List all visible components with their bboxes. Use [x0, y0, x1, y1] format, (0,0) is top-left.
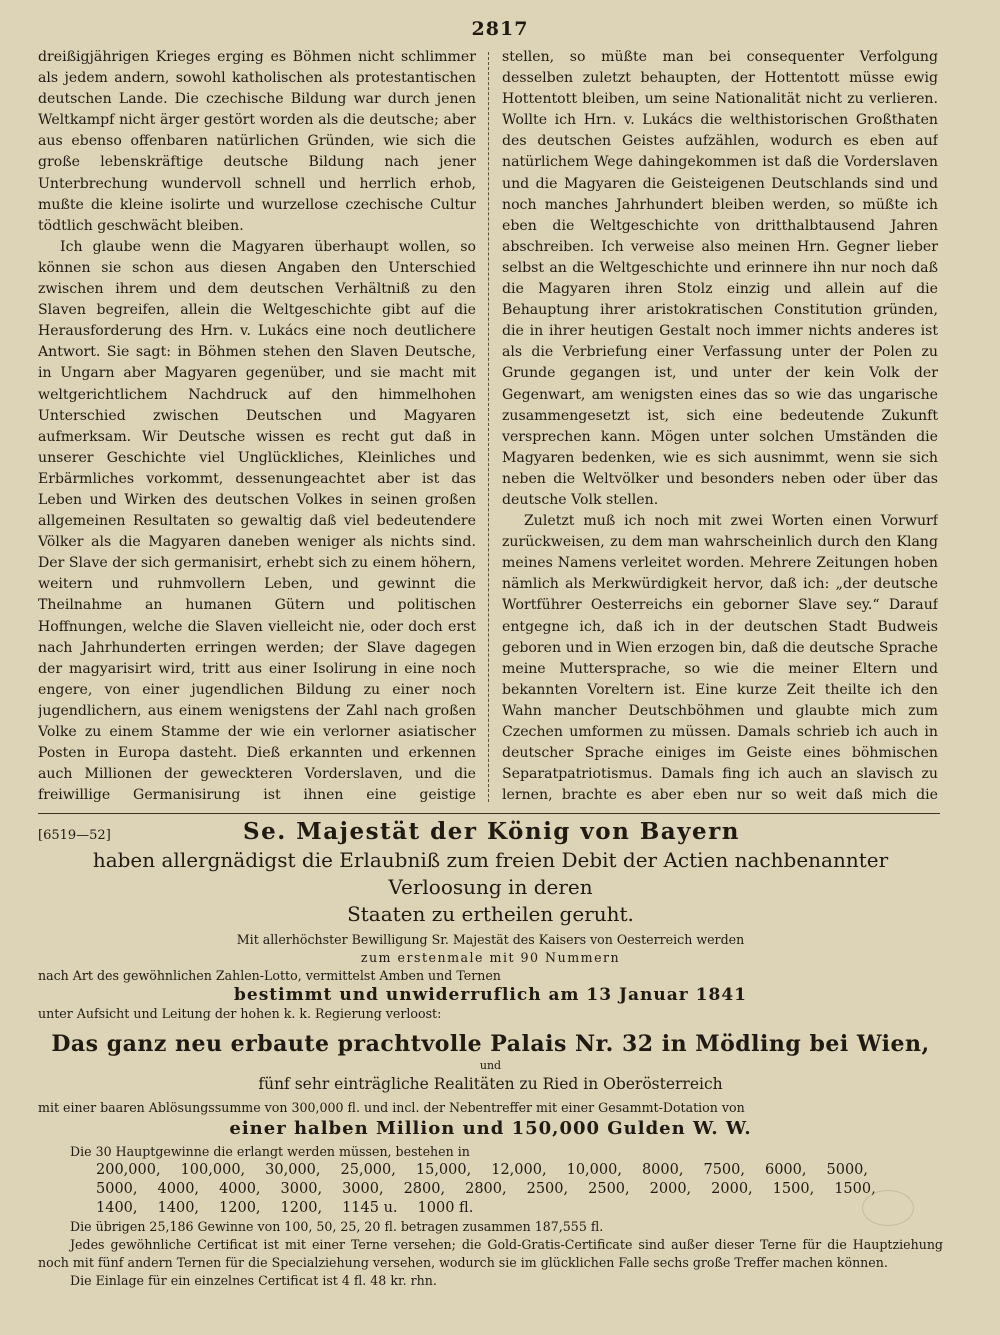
left-paragraph-1: dreißigjährigen Krieges erging es Böhmen nicht schlimmer als jedem andern, sowohl katholischen als protestantischen deutschen Lande. Die czechische Bildung war durch jenen Weltkampf nicht ärger gestört worden als die deutsche; aber aus ebenso offenbaren natürlichen Gründen, wie sich die große lebenskräftige deutsche Bildung nach jener Unterbrechung wundervoll schnell und herrlich erhob, mußte die kleine isolirte und wurzellose czechische Cultur tödtlich geschwächt bleiben.	[38, 49, 476, 234]
prize-amount: 1400,	[96, 1200, 138, 1216]
prize-amount: 3000,	[342, 1181, 384, 1197]
ad-line-permission: haben allergnädigst die Erlaubniß zum freien Debit der Actien nachbenannter Verloosung in deren	[92, 848, 889, 899]
ad-line-numbers: zum erstenmale mit 90 Nummern	[360, 950, 621, 965]
prize-amount: 1500,	[772, 1181, 815, 1197]
right-paragraph-2: Zuletzt muß ich noch mit zwei Worten einen Vorwurf zurückweisen, zu dem man wahrscheinlich durch den Klang meines Namens verleitet worden. Mehrere Zeitungen hoben nämlich als Merkwürdigkeit hervor, daß ich: „der deutsche Wortführer Oesterreichs ein geborner Slave sey.“ Darauf entgegne ich, daß ich in der deutschen Stadt Budweis geboren und in Wien erzogen bin, daß die deutsche Sprache meine Muttersprache, so wie die meiner Eltern und bekannten Voreltern ist. Eine kurze Zeit theilte ich den Wahn mancher Deutschböhmen und glaubte mich zum Czechen umformen zu müssen. Damals schrieb ich auch in deutscher Sprache einiges im Geiste eines böhmischen Separatpatriotismus. Damals fing ich auch an slavisch zu lernen, brachte es aber eben nur so weit daß mich die	[502, 513, 938, 804]
prize-amount: 2800,	[465, 1181, 507, 1197]
ad-total-dotation: einer halben Million und 150,000 Gulden W. W.	[229, 1118, 752, 1139]
prize-amount: 1500,	[834, 1181, 876, 1197]
prize-amount: 100,000,	[180, 1162, 246, 1178]
ad-und: und	[479, 1059, 502, 1072]
prize-amount: 2500,	[526, 1181, 569, 1197]
prize-amount: 8000,	[641, 1162, 684, 1178]
library-stamp-mark	[862, 1190, 914, 1226]
ad-line-approval: Mit allerhöchster Bewilligung Sr. Majestät des Kaisers von Oesterreich werden	[236, 932, 745, 947]
prize-amount: 2500,	[588, 1181, 630, 1197]
ad-palais: Das ganz neu erbaute prachtvolle Palais Nr. 32 in Mödling bei Wien,	[51, 1031, 930, 1057]
prize-amount: 4000,	[219, 1181, 261, 1197]
ad-heading: Se. Majestät der König von Bayern	[243, 818, 741, 845]
prize-amount: 2800,	[403, 1181, 446, 1197]
prize-amount: 3000,	[280, 1181, 323, 1197]
ad-main-prizes-intro: Die 30 Hauptgewinne die erlangt werden müssen, bestehen in	[70, 1144, 470, 1159]
ad-header	[38, 818, 943, 845]
prize-amount: 10,000,	[566, 1162, 622, 1178]
ad-line-lotto: nach Art des gewöhnlichen Zahlen-Lotto, vermittelst Amben und Ternen	[38, 968, 501, 983]
prize-list	[38, 1161, 936, 1218]
ad-code: [6519—52]	[38, 828, 111, 843]
prize-amount: 30,000,	[265, 1162, 321, 1178]
prize-amount: 12,000,	[491, 1162, 547, 1178]
prize-amount: 5000,	[96, 1181, 138, 1197]
ad-line-granted: Staaten zu ertheilen geruht.	[347, 902, 634, 926]
left-column	[38, 47, 476, 807]
prize-amount: 1200,	[280, 1200, 323, 1216]
prize-amount: 1200,	[219, 1200, 261, 1216]
ad-realities: fünf sehr einträgliche Realitäten zu Ried in Oberösterreich	[258, 1075, 723, 1093]
left-paragraph-2: Ich glaube wenn die Magyaren überhaupt wollen, so können sie schon aus diesen Angaben den Unterschied zwischen ihrem und dem deutschen Verhältniß zu den Slaven begreifen, allein die Weltgeschichte gibt auf die Herausforderung des Hrn. v. Lukács eine noch deutlichere Antwort. Sie sagt: in Böhmen stehen den Slaven Deutsche, in Ungarn aber Magyaren gegenüber, und sie macht mit weltgerichtlichem Nachdruck auf den himmelhohen Unterschied zwischen Deutschen und Magyaren aufmerksam. Wir Deutsche wissen es recht gut daß in unserer Geschichte viel Unglückliches, Kleinliches und Erbärmliches vorkommt, dessenungeachtet aber ist das Leben und Wirken des deutschen Volkes in seinen großen allgemeinen Resultaten so gewaltig daß viel bedeutendere Völker als die Magyaren daneben weniger als nichts sind. Der Slave der sich germanisirt, erhebt sich zu einem höhern, weitern und ruhmvollern Leben, und gewinnt die Theilnahme an humanen Gütern und politischen Hoffnungen, welche die Slaven vielleicht nie, oder doch erst nach Jahrhunderten erringen werden; der Slave dagegen der magyarisirt wird, tritt aus einer Isolirung in eine noch engere, von einer jugendlichen Bildung zu einer noch jugendlichern, aus einem wenigstens der Zahl nach großen Volke zu einem Stamme der wie ein verlorner asiatischer Posten in Europa dasteht. Dieß erkannten und erkennen auch Millionen der geweckteren Vorderslaven, und die freiwillige Germanisirung ist ihnen eine geistige	[38, 238, 476, 804]
prize-amount: 1000 fl.	[417, 1200, 474, 1216]
section-divider	[38, 813, 940, 814]
ad-certificate-info: Jedes gewöhnliche Certificat ist mit einer Terne versehen; die Gold-Gratis-Certificate sind außer dieser Terne für die Hauptziehung noch mit fünf andern Ternen für die Specialziehung versehen, wodurch sie im glücklichen Falle sechs große Treffer machen können.	[38, 1237, 943, 1270]
ad-stake: Die Einlage für ein einzelnes Certificat ist 4 fl. 48 kr. rhn.	[70, 1273, 437, 1288]
prize-amount: 4000,	[157, 1181, 200, 1197]
prize-amount: 7500,	[703, 1162, 745, 1178]
prize-amount: 200,000,	[96, 1162, 161, 1178]
prize-amount: 6000,	[764, 1162, 807, 1178]
prize-amount: 1400,	[157, 1200, 200, 1216]
page-number: 2817	[471, 18, 529, 40]
right-paragraph-1: stellen, so müßte man bei consequenter Verfolgung desselben zuletzt behaupten, der Hottentott müsse ewig Hottentott bleiben, um seine Nationalität nicht zu verlieren. Wollte ich Hrn. v. Lukács die welthistorischen Großthaten des deutschen Geistes aufzählen, wodurch es eben auf natürlichem Wege dahingekommen ist daß die Vorderslaven und die Magyaren die Geisteigenen Deutschlands sind und noch manches Jahrhundert bleiben werden, so müßte ich eben die Weltgeschichte von dritthalbtausend Jahren abschreiben. Ich verweise also meinen Hrn. Gegner lieber selbst an die Weltgeschichte und erinnere ihn nur noch daß die Magyaren ihren Stolz einzig und allein auf die Behauptung ihrer aristokratischen Constitution gründen, die in ihrer heutigen Gestalt noch immer nichts anderes ist als die Verbriefung einer Verfassung unter der Polen zu Grunde gegangen ist, und unter der kein Volk der Gegenwart, am wenigsten eines das so wie das ungarische zusammengesetzt ist, sich eine bedeutende Zukunft versprechen kann. Mögen unter solchen Umständen die Magyaren bedenken, wie es sich ausnimmt, wenn sie sich neben die Weltvölker und besonders neben oder über das deutsche Volk stellen.	[502, 49, 938, 508]
ad-line-date: bestimmt und unwiderruflich am 13 Januar 1841	[234, 985, 747, 1005]
ad-other-prizes: Die übrigen 25,186 Gewinne von 100, 50, 25, 20 fl. betragen zusammen 187,555 fl.	[70, 1219, 604, 1234]
ad-redemption: mit einer baaren Ablösungssumme von 300,000 fl. und incl. der Nebentreffer mit einer Gesammt-Dotation von	[38, 1100, 745, 1115]
prize-amount: 2000,	[711, 1181, 753, 1197]
prize-amount: 2000,	[649, 1181, 692, 1197]
prize-amount: 15,000,	[415, 1162, 472, 1178]
prize-amount: 25,000,	[340, 1162, 396, 1178]
prize-amount: 1145 u.	[342, 1200, 398, 1216]
ad-line-supervision: unter Aufsicht und Leitung der hohen k. k. Regierung verloost:	[38, 1006, 442, 1021]
lottery-advertisement	[38, 818, 943, 1288]
prize-amount: 5000,	[826, 1162, 869, 1178]
column-divider	[488, 52, 489, 802]
right-column	[502, 47, 938, 807]
